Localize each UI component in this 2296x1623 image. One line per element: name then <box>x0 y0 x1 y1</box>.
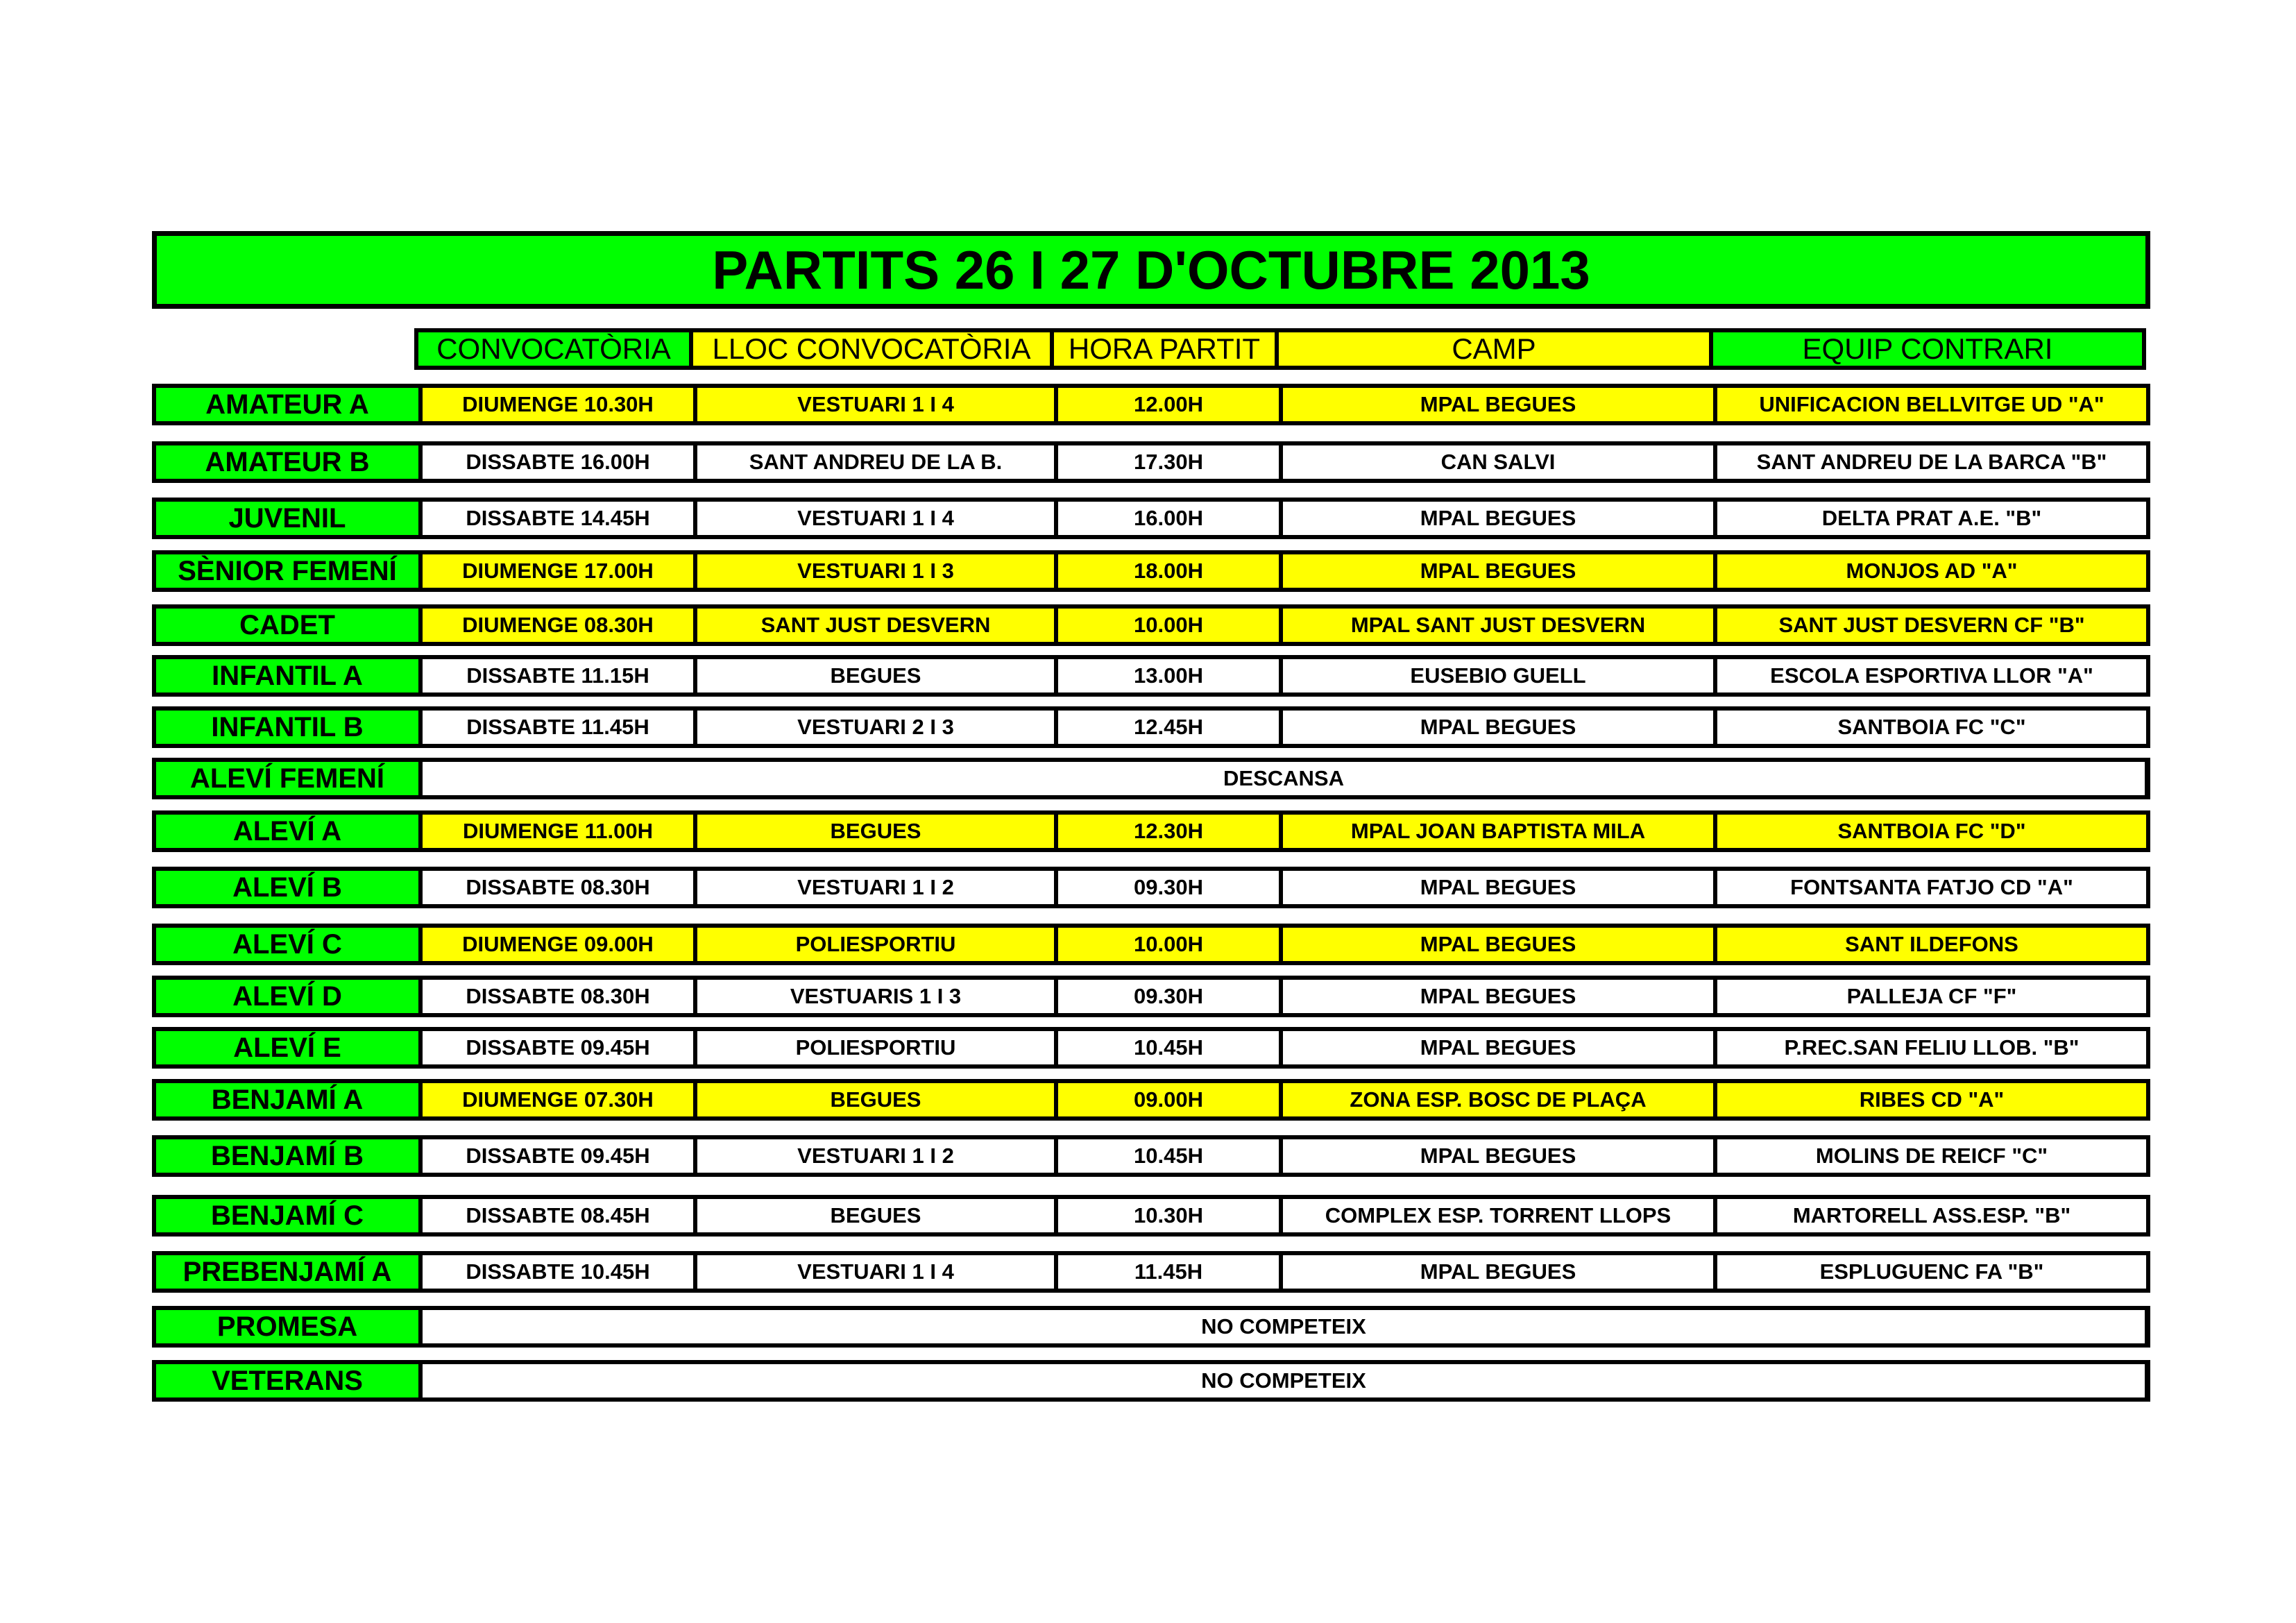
category-cell: INFANTIL B <box>156 711 418 744</box>
table-row <box>152 976 2150 1017</box>
hora-cell: 13.00H <box>1058 659 1279 692</box>
lloc-cell: SANT JUST DESVERN <box>697 609 1054 642</box>
equip-contrari-cell: ESPLUGUENC FA "B" <box>1717 1255 2146 1289</box>
category-cell: ALEVÍ B <box>156 871 418 904</box>
category-cell: PROMESA <box>156 1310 418 1343</box>
lloc-cell: BEGUES <box>697 815 1054 848</box>
convocatoria-cell: DIUMENGE 08.30H <box>423 609 693 642</box>
equip-contrari-cell: MOLINS DE REICF "C" <box>1717 1139 2146 1173</box>
lloc-cell: VESTUARI 1 I 2 <box>697 871 1054 904</box>
header-lloc-convocatoria: LLOC CONVOCATÒRIA <box>693 332 1050 366</box>
equip-contrari-cell: SANTBOIA FC "D" <box>1717 815 2146 848</box>
category-cell: SÈNIOR FEMENÍ <box>156 554 418 588</box>
category-cell: ALEVÍ A <box>156 815 418 848</box>
camp-cell: CAN SALVI <box>1283 445 1713 479</box>
lloc-cell: SANT ANDREU DE LA B. <box>697 445 1054 479</box>
category-cell: BENJAMÍ A <box>156 1083 418 1116</box>
category-cell: CADET <box>156 609 418 642</box>
table-row <box>152 1027 2150 1069</box>
equip-contrari-cell: SANT ANDREU DE LA BARCA "B" <box>1717 445 2146 479</box>
equip-contrari-cell: PALLEJA CF "F" <box>1717 980 2146 1013</box>
camp-cell: MPAL SANT JUST DESVERN <box>1283 609 1713 642</box>
hora-cell: 12.30H <box>1058 815 1279 848</box>
table-row <box>152 867 2150 908</box>
camp-cell: MPAL BEGUES <box>1283 554 1713 588</box>
category-cell: AMATEUR B <box>156 445 418 479</box>
camp-cell: MPAL BEGUES <box>1283 1255 1713 1289</box>
status-cell: DESCANSA <box>423 762 2145 795</box>
convocatoria-cell: DISSABTE 14.45H <box>423 502 693 535</box>
hora-cell: 09.30H <box>1058 871 1279 904</box>
hora-cell: 11.45H <box>1058 1255 1279 1289</box>
category-cell: ALEVÍ C <box>156 928 418 961</box>
equip-contrari-cell: UNIFICACION BELLVITGE UD "A" <box>1717 388 2146 421</box>
convocatoria-cell: DISSABTE 08.45H <box>423 1199 693 1232</box>
camp-cell: MPAL BEGUES <box>1283 871 1713 904</box>
hora-cell: 09.00H <box>1058 1083 1279 1116</box>
table-row <box>152 1360 2150 1402</box>
category-cell: JUVENIL <box>156 502 418 535</box>
equip-contrari-cell: MONJOS AD "A" <box>1717 554 2146 588</box>
convocatoria-cell: DISSABTE 11.45H <box>423 711 693 744</box>
convocatoria-cell: DIUMENGE 10.30H <box>423 388 693 421</box>
camp-cell: MPAL JOAN BAPTISTA MILA <box>1283 815 1713 848</box>
convocatoria-cell: DIUMENGE 17.00H <box>423 554 693 588</box>
camp-cell: MPAL BEGUES <box>1283 1031 1713 1064</box>
lloc-cell: VESTUARI 1 I 4 <box>697 502 1054 535</box>
equip-contrari-cell: FONTSANTA FATJO CD "A" <box>1717 871 2146 904</box>
convocatoria-cell: DISSABTE 09.45H <box>423 1031 693 1064</box>
convocatoria-cell: DISSABTE 08.30H <box>423 980 693 1013</box>
camp-cell: MPAL BEGUES <box>1283 980 1713 1013</box>
header-camp: CAMP <box>1279 332 1709 366</box>
hora-cell: 10.30H <box>1058 1199 1279 1232</box>
lloc-cell: VESTUARI 1 I 2 <box>697 1139 1054 1173</box>
category-cell: VETERANS <box>156 1364 418 1397</box>
hora-cell: 16.00H <box>1058 502 1279 535</box>
equip-contrari-cell: MARTORELL ASS.ESP. "B" <box>1717 1199 2146 1232</box>
table-row <box>152 758 2150 799</box>
category-cell: ALEVÍ D <box>156 980 418 1013</box>
equip-contrari-cell: RIBES CD "A" <box>1717 1083 2146 1116</box>
lloc-cell: BEGUES <box>697 1083 1054 1116</box>
equip-contrari-cell: ESCOLA ESPORTIVA LLOR "A" <box>1717 659 2146 692</box>
table-row <box>152 1195 2150 1237</box>
camp-cell: EUSEBIO GUELL <box>1283 659 1713 692</box>
equip-contrari-cell: SANTBOIA FC "C" <box>1717 711 2146 744</box>
convocatoria-cell: DISSABTE 16.00H <box>423 445 693 479</box>
lloc-cell: VESTUARI 1 I 3 <box>697 554 1054 588</box>
convocatoria-cell: DIUMENGE 11.00H <box>423 815 693 848</box>
lloc-cell: VESTUARI 1 I 4 <box>697 1255 1054 1289</box>
table-row <box>152 924 2150 965</box>
camp-cell: MPAL BEGUES <box>1283 502 1713 535</box>
lloc-cell: BEGUES <box>697 1199 1054 1232</box>
hora-cell: 12.00H <box>1058 388 1279 421</box>
hora-cell: 09.30H <box>1058 980 1279 1013</box>
hora-cell: 17.30H <box>1058 445 1279 479</box>
category-cell: PREBENJAMÍ A <box>156 1255 418 1289</box>
table-row <box>152 706 2150 748</box>
convocatoria-cell: DISSABTE 09.45H <box>423 1139 693 1173</box>
table-row <box>152 498 2150 539</box>
status-cell: NO COMPETEIX <box>423 1364 2145 1397</box>
table-row <box>152 1079 2150 1121</box>
table-row <box>152 1135 2150 1177</box>
header-equip-contrari: EQUIP CONTRARI <box>1713 332 2142 366</box>
hora-cell: 10.00H <box>1058 928 1279 961</box>
lloc-cell: VESTUARI 1 I 4 <box>697 388 1054 421</box>
convocatoria-cell: DIUMENGE 09.00H <box>423 928 693 961</box>
camp-cell: MPAL BEGUES <box>1283 928 1713 961</box>
table-row <box>152 1251 2150 1293</box>
table-row <box>152 550 2150 592</box>
lloc-cell: POLIESPORTIU <box>697 1031 1054 1064</box>
lloc-cell: VESTUARI 2 I 3 <box>697 711 1054 744</box>
table-row <box>152 1306 2150 1348</box>
equip-contrari-cell: SANT ILDEFONS <box>1717 928 2146 961</box>
hora-cell: 12.45H <box>1058 711 1279 744</box>
table-row <box>152 655 2150 697</box>
category-cell: INFANTIL A <box>156 659 418 692</box>
convocatoria-cell: DISSABTE 08.30H <box>423 871 693 904</box>
category-cell: AMATEUR A <box>156 388 418 421</box>
camp-cell: MPAL BEGUES <box>1283 1139 1713 1173</box>
hora-cell: 10.45H <box>1058 1031 1279 1064</box>
hora-cell: 10.00H <box>1058 609 1279 642</box>
hora-cell: 18.00H <box>1058 554 1279 588</box>
lloc-cell: BEGUES <box>697 659 1054 692</box>
convocatoria-cell: DISSABTE 11.15H <box>423 659 693 692</box>
camp-cell: MPAL BEGUES <box>1283 388 1713 421</box>
camp-cell: COMPLEX ESP. TORRENT LLOPS <box>1283 1199 1713 1232</box>
camp-cell: ZONA ESP. BOSC DE PLAÇA <box>1283 1083 1713 1116</box>
page-title: PARTITS 26 I 27 D'OCTUBRE 2013 <box>152 231 2150 309</box>
column-header-row <box>414 328 2146 370</box>
convocatoria-cell: DISSABTE 10.45H <box>423 1255 693 1289</box>
hora-cell: 10.45H <box>1058 1139 1279 1173</box>
lloc-cell: POLIESPORTIU <box>697 928 1054 961</box>
camp-cell: MPAL BEGUES <box>1283 711 1713 744</box>
header-hora-partit: HORA PARTIT <box>1054 332 1275 366</box>
equip-contrari-cell: DELTA PRAT A.E. "B" <box>1717 502 2146 535</box>
convocatoria-cell: DIUMENGE 07.30H <box>423 1083 693 1116</box>
table-row <box>152 384 2150 425</box>
category-cell: ALEVÍ FEMENÍ <box>156 762 418 795</box>
equip-contrari-cell: SANT JUST DESVERN CF "B" <box>1717 609 2146 642</box>
category-cell: BENJAMÍ B <box>156 1139 418 1173</box>
table-row <box>152 441 2150 483</box>
category-cell: BENJAMÍ C <box>156 1199 418 1232</box>
lloc-cell: VESTUARIS 1 I 3 <box>697 980 1054 1013</box>
status-cell: NO COMPETEIX <box>423 1310 2145 1343</box>
header-convocatoria: CONVOCATÒRIA <box>418 332 689 366</box>
category-cell: ALEVÍ E <box>156 1031 418 1064</box>
table-row <box>152 604 2150 646</box>
table-row <box>152 810 2150 852</box>
equip-contrari-cell: P.REC.SAN FELIU LLOB. "B" <box>1717 1031 2146 1064</box>
